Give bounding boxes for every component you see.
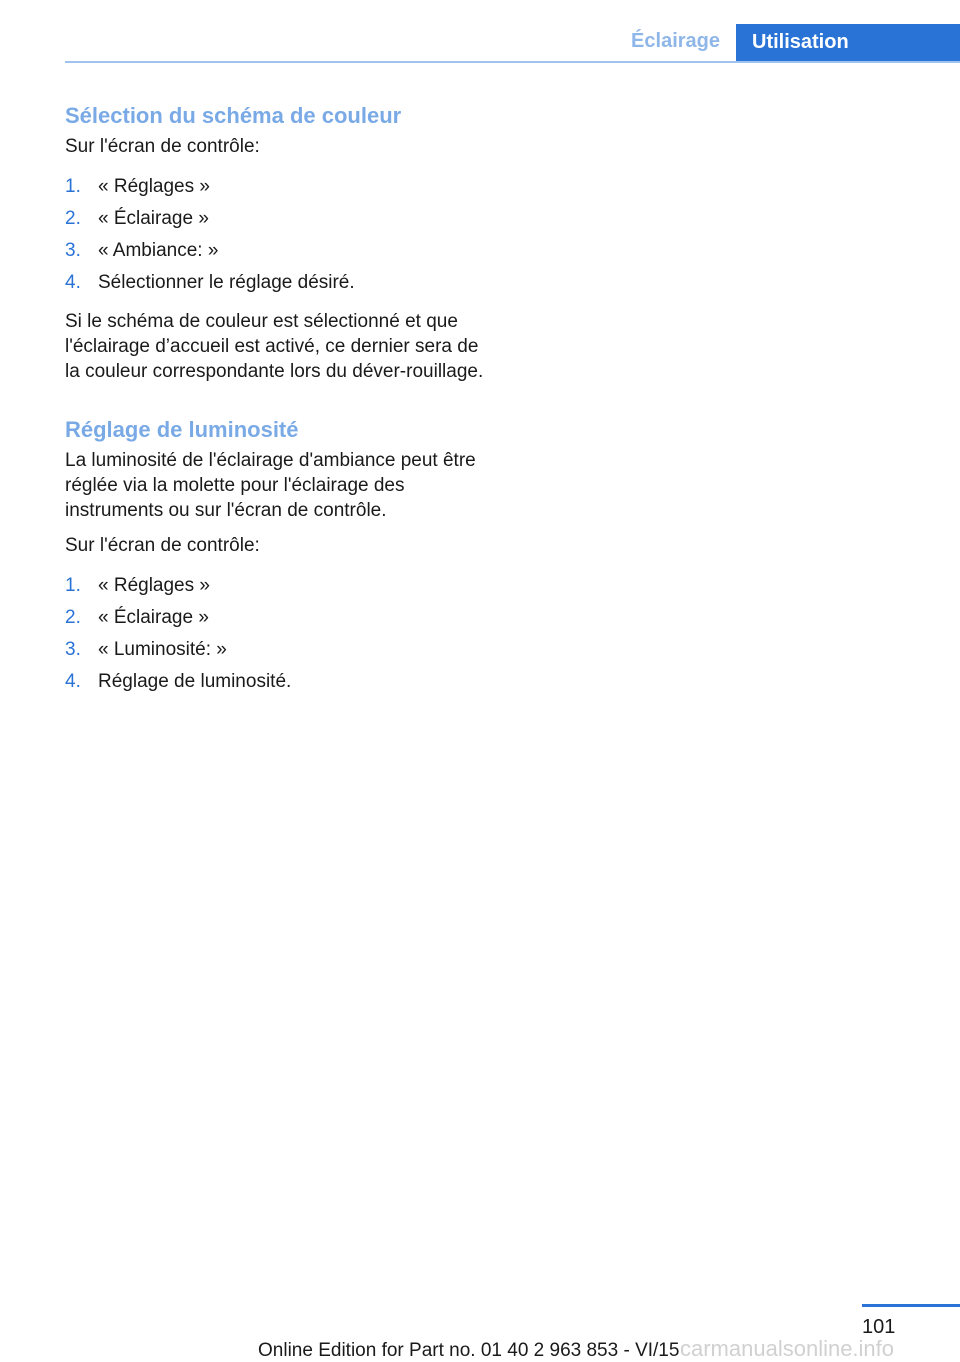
step-text: « Éclairage »: [98, 607, 209, 628]
section-intro: Sur l'écran de contrôle:: [65, 535, 260, 556]
step-number: 1.: [65, 575, 81, 596]
step-number: 4.: [65, 272, 81, 293]
step-text: Sélectionner le réglage désiré.: [98, 272, 355, 293]
list-item: [65, 203, 485, 235]
step-number: 3.: [65, 240, 81, 261]
list-item: [65, 666, 485, 698]
step-text: « Ambiance: »: [98, 240, 219, 261]
page-header: [0, 24, 960, 62]
step-number: 3.: [65, 639, 81, 660]
section-title: Sélection du schéma de couleur: [65, 103, 402, 128]
section-paragraph: Si le schéma de couleur est sélectionné et que l'éclairage d’accueil est activé, ce dernier sera de la couleur correspondante lors du déver-rouillage.: [65, 311, 484, 382]
section-paragraph: La luminosité de l'éclairage d'ambiance peut être réglée via la molette pour l'éclairage des instruments ou sur l'écran de contrôle.: [65, 450, 476, 521]
steps-list: [65, 171, 485, 299]
header-section-title: Éclairage: [631, 30, 720, 52]
page-number: 101: [862, 1316, 896, 1338]
step-text: « Réglages »: [98, 575, 210, 596]
list-item: [65, 602, 485, 634]
list-item: [65, 634, 485, 666]
section-intro: Sur l'écran de contrôle:: [65, 136, 260, 157]
list-item: [65, 171, 485, 203]
step-number: 1.: [65, 176, 81, 197]
header-divider: [65, 61, 960, 63]
list-item: [65, 267, 485, 299]
step-number: 2.: [65, 607, 81, 628]
step-number: 2.: [65, 208, 81, 229]
step-text: « Luminosité: »: [98, 639, 227, 660]
header-chapter-tab: Utilisation: [736, 24, 960, 63]
page-content: [65, 100, 485, 698]
footer-divider: [862, 1304, 960, 1307]
step-text: « Éclairage »: [98, 208, 209, 229]
section-color-scheme: [65, 100, 485, 384]
step-text: « Réglages »: [98, 176, 210, 197]
edition-note: Online Edition for Part no. 01 40 2 963 853 - VI/15: [258, 1340, 680, 1361]
section-title: Réglage de luminosité: [65, 417, 299, 442]
watermark: carmanualsonline.info: [680, 1336, 895, 1361]
steps-list: [65, 570, 485, 698]
step-text: Réglage de luminosité.: [98, 671, 292, 692]
list-item: [65, 570, 485, 602]
section-brightness: [65, 414, 485, 698]
list-item: [65, 235, 485, 267]
step-number: 4.: [65, 671, 81, 692]
